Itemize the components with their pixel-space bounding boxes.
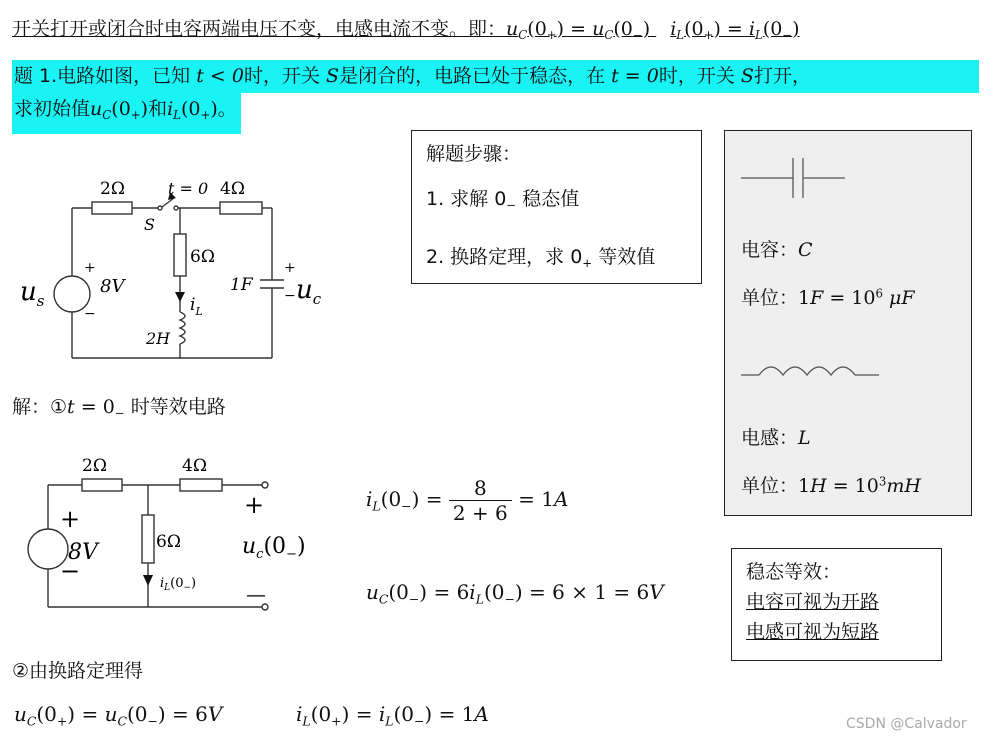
c1-r1-label: 2Ω xyxy=(100,179,125,199)
c1-plus: + xyxy=(84,260,96,276)
steps-title: 解题步骤： xyxy=(426,143,522,165)
steps-item-2: 2. 换路定理，求 $0_+$ 等效值 xyxy=(426,246,656,271)
problem-label: 题 1. xyxy=(14,65,58,87)
c1-r3-label: 6Ω xyxy=(190,247,215,267)
eq-uc-zero-minus: $u_C(0_-) = 6i_L(0_-) = 6 \times 1 = 6V$ xyxy=(366,580,664,607)
current-arrow-icon xyxy=(175,292,185,302)
c1-source-label: $u_s$ xyxy=(20,277,45,310)
c2-out-plus: + xyxy=(244,491,265,519)
steps-item-1: 1. 求解 $0_-$ 稳态值 xyxy=(426,188,580,213)
c1-cap-minus: − xyxy=(284,288,296,304)
c2-r2-label: 4Ω xyxy=(182,456,207,476)
ind-unit-row: 单位：$1H = 10^3mH$ xyxy=(741,474,921,497)
cap-label-row: 电容：C xyxy=(741,239,813,261)
final-il: $i_L(0_+) = i_L(0_-) = 1A$ xyxy=(296,702,489,729)
steady-line-2: 电感可视为短路 xyxy=(746,621,880,643)
c2-out-label: $u_c(0_-)$ xyxy=(242,534,306,562)
solution-step-2: ②由换路定理得 xyxy=(12,660,144,682)
c1-source-value: 8V xyxy=(100,276,125,297)
c2-r1-label: 2Ω xyxy=(82,456,107,476)
c2-minus: − xyxy=(60,557,81,585)
c1-current-label: $i_L$ xyxy=(190,295,203,318)
ind-label-row: 电感：L xyxy=(741,427,811,449)
solution-title: 解：①t = $0_-$ 时等效电路 xyxy=(12,396,226,421)
c2-current-label: $i_L(0_-)$ xyxy=(160,576,197,593)
c2-plus: + xyxy=(60,505,81,533)
steps-box xyxy=(411,130,702,284)
c1-switch-label: S xyxy=(144,215,155,234)
eq-il-den: 2 + 6 xyxy=(449,500,512,525)
legend-symbols xyxy=(725,131,971,515)
eq-il-zero-minus: $i_L(0_-)$ = $\frac{8}{2 + 6}$ = 1A xyxy=(366,476,569,525)
c1-cap-label: 1F xyxy=(230,275,253,295)
c2-current-arrow-icon xyxy=(143,575,153,586)
cond-t-lt-0: t < 0 xyxy=(196,65,244,87)
c2-r3-label: 6Ω xyxy=(156,532,181,552)
header-eq1: $u_C(0_+) = u_C(0_-)$ xyxy=(506,18,651,43)
problem-statement: 题 1.电路如图，已知 t < 0时，开关 S是闭合的，电路已处于稳态，在 t = 0时，开关 S打开， 求初始值$u_C(0_+)$和$i_L(0_+)$。 xyxy=(12,60,979,134)
steady-line-1: 电容可视为开路 xyxy=(746,591,880,613)
circuit-original xyxy=(20,172,350,372)
eq-il-num: 8 xyxy=(473,476,487,500)
c2-out-minus: — xyxy=(246,582,266,606)
c1-r2-label: 4Ω xyxy=(220,179,245,199)
steady-title: 稳态等效： xyxy=(746,561,842,583)
c1-ind-label: 2H xyxy=(146,329,171,348)
cap-unit-row: 单位：$1F = 10^6$ μF xyxy=(741,286,915,309)
c1-cap-plus: + xyxy=(284,260,296,276)
c1-minus: − xyxy=(84,306,96,322)
c1-switch-time: t = 0 xyxy=(168,179,209,198)
header-line xyxy=(12,14,800,42)
c2-source-value: 8V xyxy=(68,540,98,565)
capacitor-symbol xyxy=(741,158,845,198)
steady-box xyxy=(731,548,942,661)
legend-box xyxy=(724,130,972,516)
circuit-equivalent xyxy=(20,455,330,615)
header-eq2: $i_L(0_+) = i_L(0_-)$ xyxy=(670,18,800,43)
final-uc: $u_C(0_+) = u_C(0_-) = 6V$ xyxy=(14,702,223,729)
header-text: 开关打开或闭合时电容两端电压不变，电感电流不变。即： xyxy=(12,18,507,40)
inductor-symbol xyxy=(741,367,879,375)
watermark: CSDN @Calvador xyxy=(846,716,967,732)
c1-cap-voltage: $u_c$ xyxy=(296,275,322,308)
